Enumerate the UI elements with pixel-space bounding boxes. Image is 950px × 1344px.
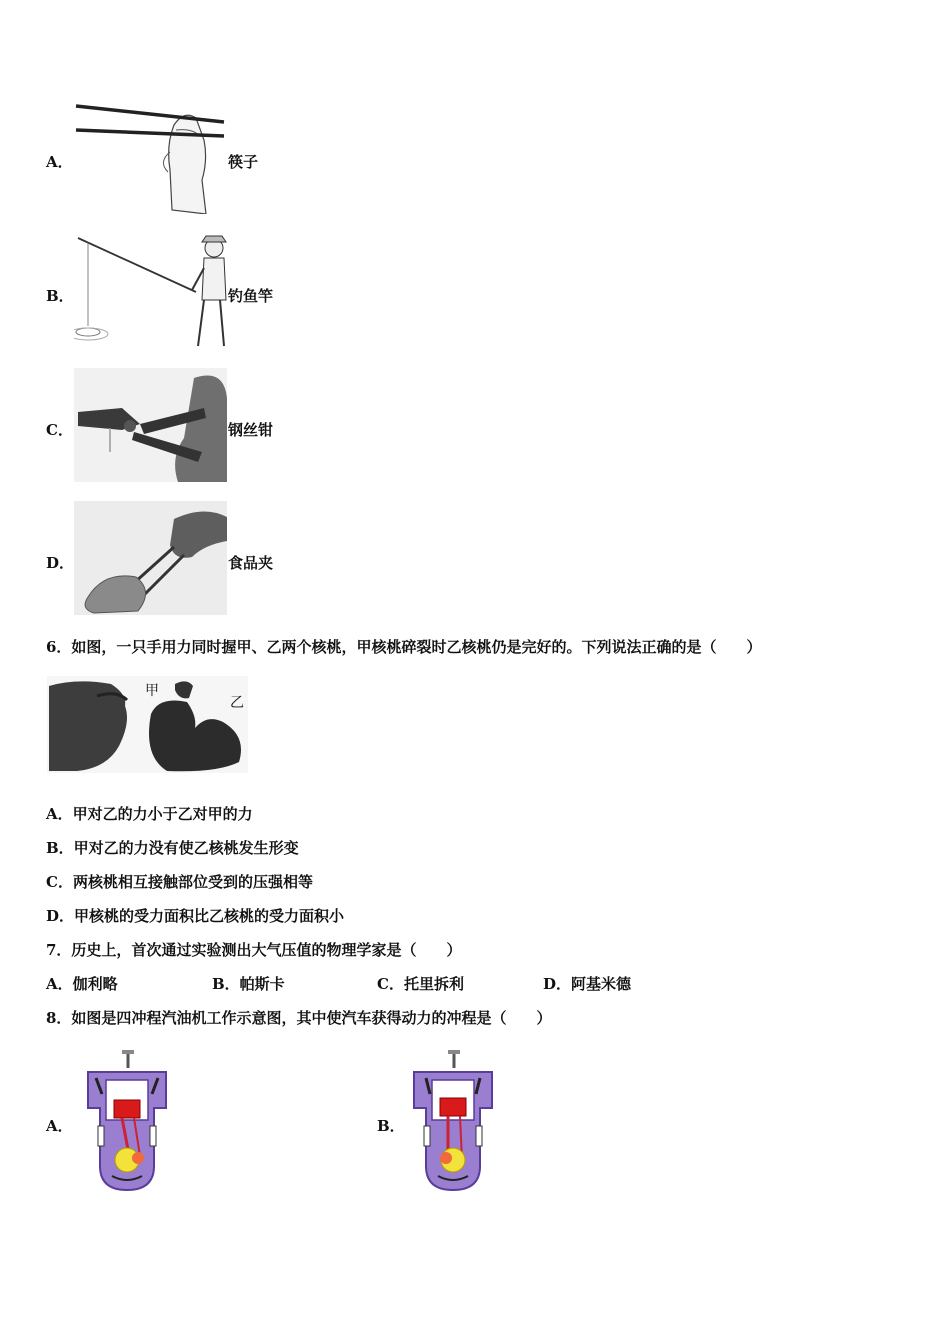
option-label: 食品夹 [228,554,274,572]
fishing-rod-image [74,234,227,348]
option-label: 钢丝钳 [228,421,274,439]
label-yi: 乙 [230,695,244,711]
option-letter: D． [46,554,75,572]
option-letter: A． [46,153,73,171]
option-letter: C． [46,421,73,439]
option-letter: B． [377,1117,405,1135]
question-stem: 6．如图，一只手用力同时握甲、乙两个核桃，甲核桃碎裂时乙核桃仍是完好的。下列说法正确的是（ ） [46,638,762,656]
option-d: D．甲核桃的受力面积比乙核桃的受力面积小 [46,907,345,925]
option-a: A．伽利略 [46,975,118,993]
option-a: A．甲对乙的力小于乙对甲的力 [46,805,253,823]
chopsticks-image [74,100,227,214]
option-b: B．帕斯卡 [212,975,285,993]
option-letter: A． [46,1117,73,1135]
option-b: B．甲对乙的力没有使乙核桃发生形变 [46,839,299,857]
question-stem: 7．历史上，首次通过实验测出大气压值的物理学家是（ ） [46,941,462,959]
option-label: 筷子 [228,153,259,171]
option-c: C．托里拆利 [377,975,464,993]
engine-diagram-a [82,1048,172,1194]
food-tongs-image [74,501,227,615]
walnuts-image [47,676,248,773]
option-label: 钓鱼竿 [228,287,274,305]
label-jia: 甲 [145,683,159,699]
question-stem: 8．如图是四冲程汽油机工作示意图，其中使汽车获得动力的冲程是（ ） [46,1009,552,1027]
wire-pliers-image [74,368,227,482]
option-d: D．阿基米德 [543,975,632,993]
option-letter: B． [46,287,74,305]
engine-diagram-b [408,1048,498,1194]
option-c: C．两核桃相互接触部位受到的压强相等 [46,873,313,891]
